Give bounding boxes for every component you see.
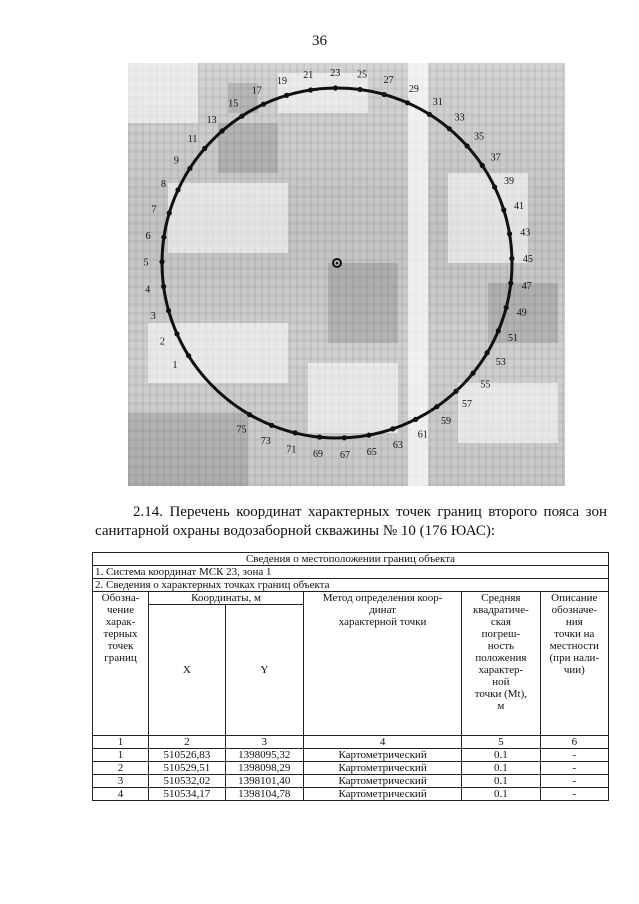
boundary-point-label: 11 bbox=[187, 134, 198, 145]
boundary-point bbox=[317, 435, 322, 440]
cell-error: 0.1 bbox=[462, 762, 541, 775]
boundary-point bbox=[239, 114, 244, 119]
boundary-point-label: 5 bbox=[143, 257, 149, 269]
boundary-point-label: 59 bbox=[441, 415, 451, 427]
boundary-point-label: 53 bbox=[495, 357, 506, 369]
boundary-point bbox=[247, 412, 252, 417]
coordinate-system-row: 1. Система координат МСК 23, зона 1 bbox=[93, 566, 609, 579]
cell-desc: - bbox=[540, 749, 608, 762]
boundary-point-label: 51 bbox=[508, 333, 518, 345]
cell-x: 510529,51 bbox=[149, 762, 225, 775]
boundary-point-label: 49 bbox=[516, 307, 527, 319]
boundary-point bbox=[390, 426, 395, 431]
column-number: 4 bbox=[304, 736, 462, 749]
boundary-point bbox=[454, 389, 459, 394]
boundary-point bbox=[504, 305, 509, 310]
boundary-point-label: 17 bbox=[251, 85, 262, 97]
cell-method: Картометрический bbox=[304, 749, 462, 762]
boundary-point bbox=[187, 166, 192, 171]
col-header-coords: Координаты, м bbox=[149, 592, 304, 605]
boundary-point-label: 4 bbox=[145, 284, 151, 296]
boundary-point bbox=[492, 184, 497, 189]
boundary-point bbox=[366, 433, 371, 438]
boundary-point bbox=[342, 435, 347, 440]
cell-y: 1398095,32 bbox=[225, 749, 304, 762]
boundary-point-label: 45 bbox=[522, 254, 533, 266]
boundary-point-label: 57 bbox=[462, 399, 472, 410]
boundary-point-label: 71 bbox=[286, 444, 297, 456]
boundary-point-label: 39 bbox=[504, 176, 514, 187]
boundary-point bbox=[269, 423, 274, 428]
column-number: 2 bbox=[149, 736, 225, 749]
boundary-point bbox=[159, 259, 164, 264]
boundary-point bbox=[174, 331, 179, 336]
boundary-point-label: 65 bbox=[366, 446, 377, 458]
boundary-point bbox=[382, 92, 387, 97]
boundary-point-label: 41 bbox=[514, 201, 524, 213]
cell-x: 510526,83 bbox=[149, 749, 225, 762]
cell-point: 3 bbox=[93, 775, 149, 788]
boundary-point bbox=[167, 210, 172, 215]
boundary-point-label: 6 bbox=[145, 230, 151, 242]
col-header-error: Средняя квадратиче- ская погреш- ность положения характер- ной точки (Mt), м bbox=[462, 592, 541, 736]
col-header-method: Метод определения коор- динат характерной точки bbox=[304, 592, 462, 736]
boundary-point bbox=[186, 353, 191, 358]
boundary-point bbox=[465, 143, 470, 148]
table-row bbox=[93, 749, 609, 762]
boundary-point bbox=[261, 102, 266, 107]
boundary-point-label: 55 bbox=[480, 379, 491, 391]
col-header-x: X bbox=[149, 605, 225, 736]
column-number: 1 bbox=[93, 736, 149, 749]
col-header-y: Y bbox=[225, 605, 304, 736]
boundary-point bbox=[161, 235, 166, 240]
boundary-map bbox=[128, 63, 565, 486]
boundary-point-label: 63 bbox=[392, 440, 403, 451]
boundary-point-label: 29 bbox=[408, 84, 419, 96]
cell-point: 4 bbox=[93, 788, 149, 801]
cell-method: Картометрический bbox=[304, 775, 462, 788]
column-number: 3 bbox=[225, 736, 304, 749]
boundary-point-label: 35 bbox=[474, 131, 484, 143]
table-row bbox=[93, 788, 609, 801]
boundary-point-label: 43 bbox=[520, 227, 531, 239]
col-header-point: Обозна- чение харак- терных точек границ bbox=[93, 592, 149, 736]
boundary-point bbox=[507, 231, 512, 236]
boundary-point-label: 25 bbox=[357, 69, 368, 81]
boundary-point bbox=[284, 93, 289, 98]
boundary-circle-svg bbox=[128, 63, 565, 486]
cell-point: 2 bbox=[93, 762, 149, 775]
boundary-point bbox=[434, 404, 439, 409]
cell-x: 510534,17 bbox=[149, 788, 225, 801]
boundary-point-label: 47 bbox=[521, 281, 532, 293]
cell-x: 510532,02 bbox=[149, 775, 225, 788]
coordinates-table bbox=[92, 552, 609, 801]
boundary-point bbox=[447, 126, 452, 131]
boundary-point-label: 69 bbox=[313, 449, 323, 461]
boundary-point-label: 67 bbox=[340, 449, 350, 461]
boundary-point-label: 13 bbox=[206, 114, 217, 126]
boundary-point bbox=[166, 308, 171, 313]
table-row bbox=[93, 762, 609, 775]
boundary-point-label: 37 bbox=[490, 152, 501, 164]
boundary-point-label: 8 bbox=[161, 179, 166, 191]
boundary-point bbox=[427, 112, 432, 117]
list-caption: 2.14. Перечень координат характерных точек границ второго пояса зон санитарной охраны водозаборной скважины № 10 (176 ЮАС): bbox=[95, 504, 607, 539]
cell-y: 1398104,78 bbox=[225, 788, 304, 801]
boundary-point-label: 7 bbox=[151, 204, 157, 216]
cell-desc: - bbox=[540, 788, 608, 801]
boundary-point-label: 15 bbox=[228, 98, 239, 110]
boundary-point-label: 33 bbox=[454, 112, 465, 124]
boundary-point-label: 75 bbox=[236, 424, 247, 436]
boundary-point-label: 2 bbox=[159, 336, 165, 348]
boundary-point bbox=[175, 187, 180, 192]
column-number: 6 bbox=[540, 736, 608, 749]
boundary-point bbox=[333, 85, 338, 90]
boundary-point bbox=[308, 87, 313, 92]
boundary-point bbox=[202, 146, 207, 151]
boundary-point bbox=[293, 430, 298, 435]
boundary-point bbox=[357, 87, 362, 92]
page-number: 36 bbox=[312, 33, 327, 49]
boundary-point bbox=[509, 256, 514, 261]
table-row bbox=[93, 775, 609, 788]
boundary-point-label: 21 bbox=[303, 70, 314, 82]
cell-error: 0.1 bbox=[462, 775, 541, 788]
boundary-point-label: 31 bbox=[432, 96, 443, 108]
cell-y: 1398098,29 bbox=[225, 762, 304, 775]
cell-error: 0.1 bbox=[462, 749, 541, 762]
points-section-row: 2. Сведения о характерных точках границ объекта bbox=[93, 579, 609, 592]
cell-desc: - bbox=[540, 775, 608, 788]
cell-point: 1 bbox=[93, 749, 149, 762]
cell-method: Картометрический bbox=[304, 788, 462, 801]
cell-desc: - bbox=[540, 762, 608, 775]
boundary-point-label: 1 bbox=[172, 360, 178, 372]
boundary-point bbox=[405, 100, 410, 105]
boundary-point-label: 73 bbox=[260, 436, 271, 448]
boundary-point-label: 61 bbox=[417, 429, 428, 441]
boundary-point bbox=[501, 207, 506, 212]
boundary-point bbox=[485, 350, 490, 355]
boundary-point-label: 9 bbox=[173, 155, 179, 167]
boundary-point-label: 23 bbox=[330, 68, 341, 79]
boundary-point bbox=[480, 163, 485, 168]
col-header-description: Описание обозначе- ния точки на местности (при нали- чии) bbox=[540, 592, 608, 736]
boundary-point bbox=[508, 281, 513, 286]
cell-method: Картометрический bbox=[304, 762, 462, 775]
boundary-point bbox=[413, 417, 418, 422]
boundary-point bbox=[470, 371, 475, 376]
table-title: Сведения о местоположении границ объекта bbox=[93, 553, 609, 566]
column-numbers-row bbox=[93, 736, 609, 749]
boundary-point bbox=[161, 284, 166, 289]
boundary-point-label: 3 bbox=[150, 311, 156, 322]
boundary-point bbox=[496, 328, 501, 333]
boundary-point-label: 19 bbox=[277, 76, 287, 88]
boundary-point bbox=[220, 128, 225, 133]
boundary-point-label: 27 bbox=[383, 75, 394, 87]
column-number: 5 bbox=[462, 736, 541, 749]
cell-y: 1398101,40 bbox=[225, 775, 304, 788]
cell-error: 0.1 bbox=[462, 788, 541, 801]
